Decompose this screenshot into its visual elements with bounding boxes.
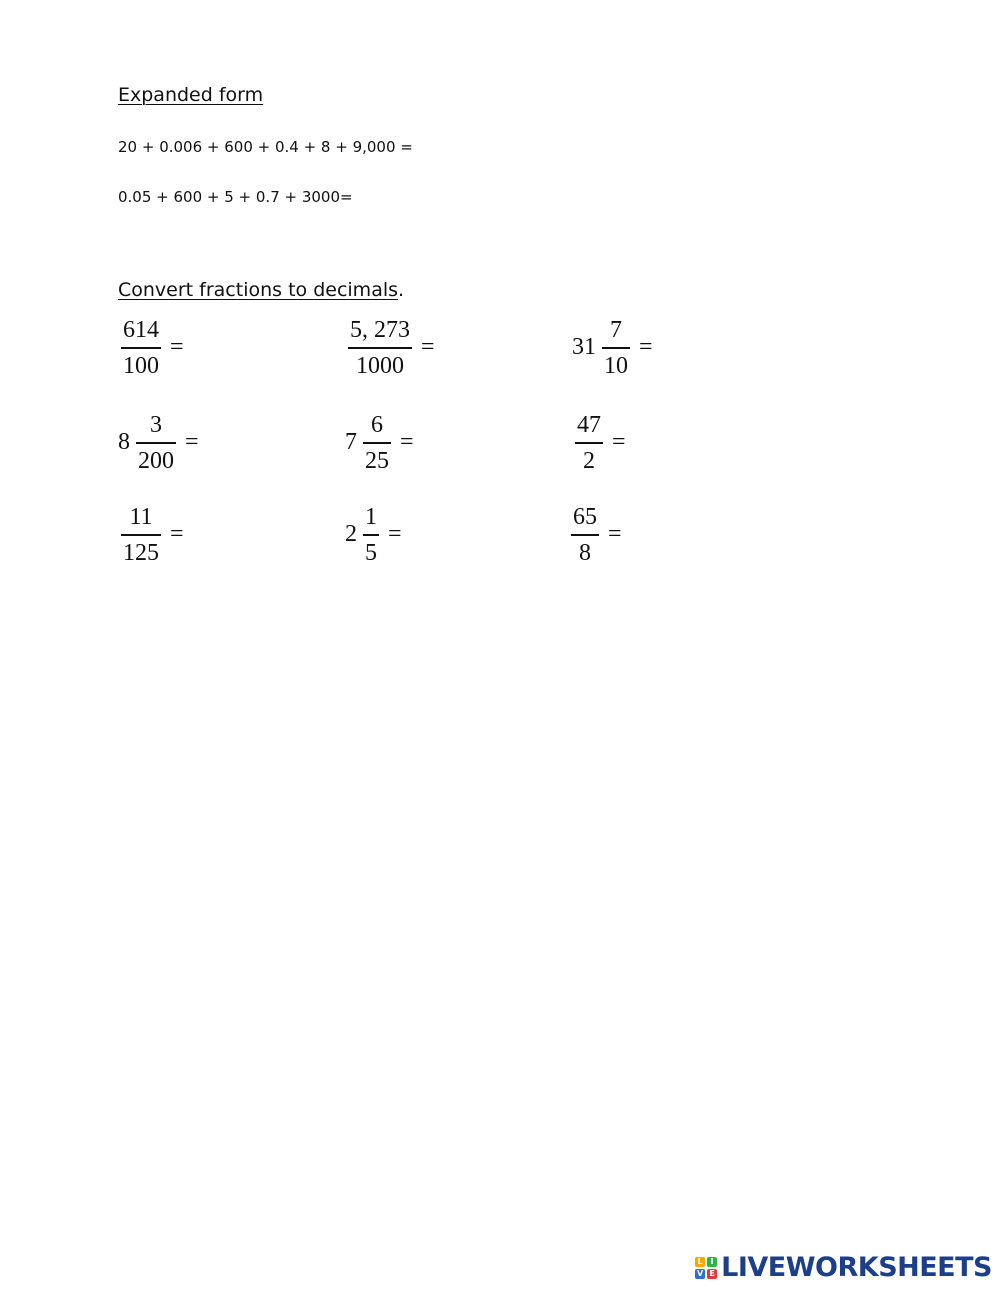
fraction-item [572, 313, 653, 383]
convert-fractions-heading: Convert fractions to decimals. [118, 279, 405, 301]
fraction-item [345, 500, 402, 570]
whole-number: 8 [118, 429, 130, 456]
expanded-form-heading: Expanded form [118, 84, 264, 106]
fraction [599, 313, 633, 383]
denominator: 5 [365, 539, 377, 566]
fraction [345, 313, 415, 383]
logo-letter: I [707, 1257, 717, 1267]
numerator: 1 [365, 504, 377, 530]
equals-sign: = [421, 334, 435, 361]
equals-sign: = [170, 521, 184, 548]
logo-text: LIVEWORKSHEETS [721, 1252, 992, 1283]
numerator: 5, 273 [350, 317, 410, 343]
whole-number: 7 [345, 429, 357, 456]
fraction-item [572, 408, 626, 478]
equals-sign: = [608, 521, 622, 548]
logo-letter: E [707, 1269, 717, 1279]
fraction-item [118, 408, 199, 478]
fraction-item [118, 500, 184, 570]
fraction-item [345, 408, 414, 478]
denominator: 125 [123, 539, 159, 566]
equals-sign: = [612, 429, 626, 456]
expression-2: 0.05 + 600 + 5 + 0.7 + 3000= [118, 188, 353, 206]
equals-sign: = [400, 429, 414, 456]
fraction-item [118, 313, 184, 383]
fraction [360, 500, 382, 570]
denominator: 1000 [356, 352, 404, 379]
fraction-item [345, 313, 435, 383]
equals-sign: = [388, 521, 402, 548]
numerator: 11 [129, 504, 153, 530]
denominator: 10 [604, 352, 628, 379]
fraction [572, 408, 606, 478]
numerator: 65 [573, 504, 597, 530]
fraction [360, 408, 394, 478]
numerator: 3 [150, 412, 162, 438]
denominator: 8 [579, 539, 591, 566]
equals-sign: = [170, 334, 184, 361]
denominator: 200 [138, 447, 174, 474]
denominator: 100 [123, 352, 159, 379]
numerator: 614 [123, 317, 159, 343]
fraction [133, 408, 179, 478]
logo-letter: L [695, 1257, 705, 1267]
whole-number: 31 [572, 334, 596, 361]
liveworksheets-logo[interactable] [695, 1252, 992, 1283]
fraction [118, 313, 164, 383]
equals-sign: = [639, 334, 653, 361]
numerator: 7 [610, 317, 622, 343]
fraction-item [568, 500, 622, 570]
fraction [568, 500, 602, 570]
denominator: 25 [365, 447, 389, 474]
equals-sign: = [185, 429, 199, 456]
whole-number: 2 [345, 521, 357, 548]
numerator: 6 [371, 412, 383, 438]
numerator: 47 [577, 412, 601, 438]
expression-1: 20 + 0.006 + 600 + 0.4 + 8 + 9,000 = [118, 138, 413, 156]
logo-mark [695, 1257, 717, 1279]
fraction [118, 500, 164, 570]
denominator: 2 [583, 447, 595, 474]
logo-letter: V [697, 1269, 704, 1278]
